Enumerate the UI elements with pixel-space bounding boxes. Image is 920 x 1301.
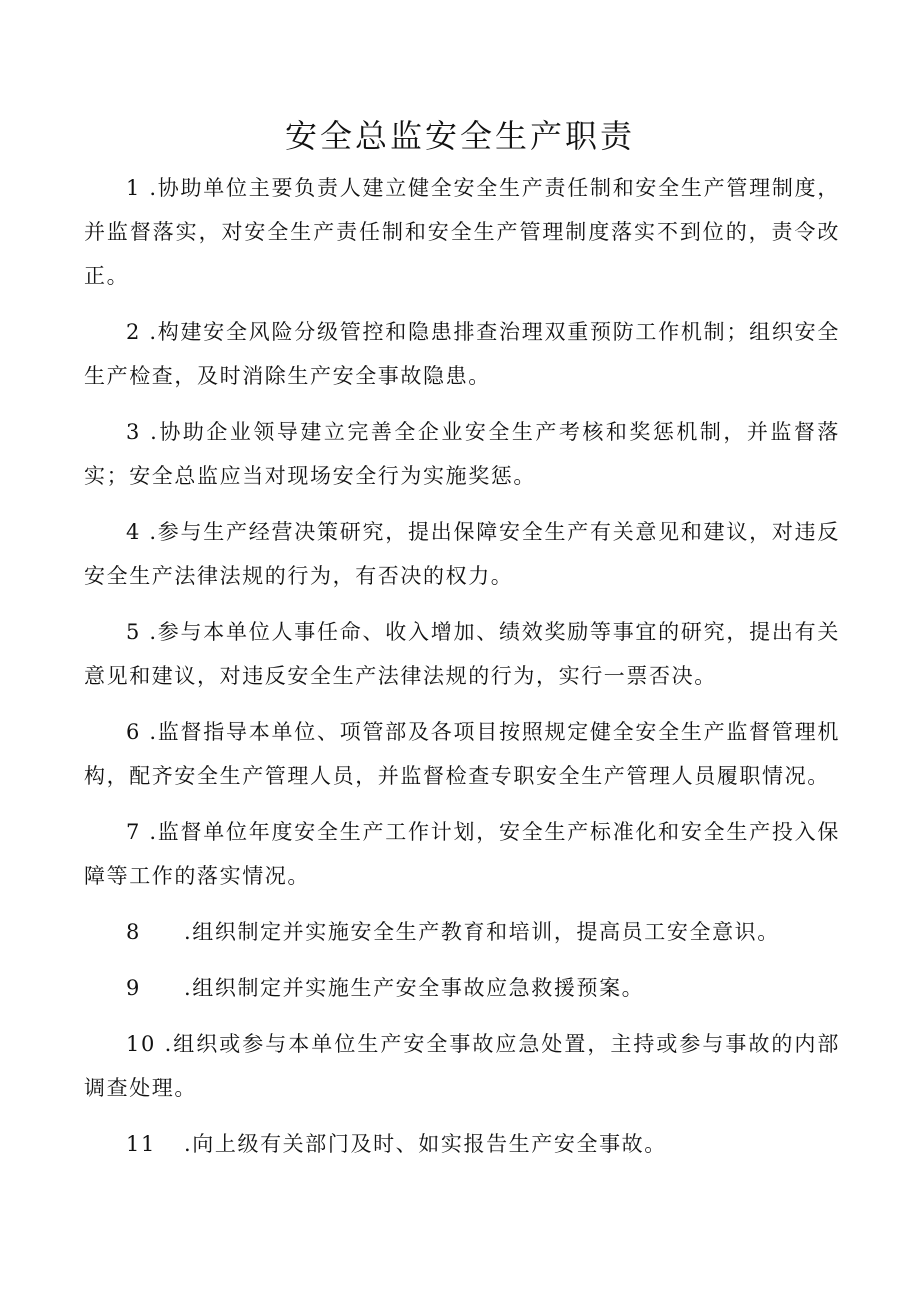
item-number: 3 bbox=[126, 420, 141, 444]
item-number: 6 bbox=[126, 720, 141, 744]
item-text: .协助企业领导建立完善全企业安全生产考核和奖惩机制，并监督落实；安全总监应当对现场安全行为实施奖惩。 bbox=[84, 420, 840, 488]
document-body bbox=[84, 166, 840, 1166]
item-text: .监督指导本单位、项管部及各项目按照规定健全安全生产监督管理机构，配齐安全生产管理人员，并监督检查专职安全生产管理人员履职情况。 bbox=[84, 720, 840, 788]
item-number: 10 bbox=[126, 1032, 156, 1056]
list-item bbox=[84, 710, 840, 798]
item-text: .参与本单位人事任命、收入增加、绩效奖励等事宜的研究，提出有关意见和建议，对违反安全生产法律法规的行为，实行一票否决。 bbox=[84, 620, 840, 688]
item-number: 4 bbox=[126, 520, 141, 544]
item-number: 1 bbox=[126, 176, 141, 200]
list-item bbox=[84, 166, 840, 298]
list-item bbox=[84, 410, 840, 498]
item-text: .监督单位年度安全生产工作计划，安全生产标准化和安全生产投入保障等工作的落实情况。 bbox=[84, 820, 840, 888]
item-number: 2 bbox=[126, 320, 141, 344]
item-number: 11 bbox=[126, 1132, 156, 1156]
list-item bbox=[84, 810, 840, 898]
list-item bbox=[84, 310, 840, 398]
list-item bbox=[84, 510, 840, 598]
list-item bbox=[84, 610, 840, 698]
list-item bbox=[84, 1122, 840, 1166]
item-number: 7 bbox=[126, 820, 141, 844]
item-number: 5 bbox=[126, 620, 141, 644]
item-number: 8 bbox=[126, 920, 141, 944]
page-title: 安全总监安全生产职责 bbox=[284, 117, 635, 155]
item-text: .协助单位主要负责人建立健全安全生产责任制和安全生产管理制度，并监督落实，对安全生产责任制和安全生产管理制度落实不到位的，责令改正。 bbox=[84, 176, 840, 288]
item-text: .构建安全风险分级管控和隐患排查治理双重预防工作机制；组织安全生产检查，及时消除生产安全事故隐患。 bbox=[84, 320, 840, 388]
item-text: .向上级有关部门及时、如实报告生产安全事故。 bbox=[184, 1132, 667, 1156]
item-text: .组织或参与本单位生产安全事故应急处置，主持或参与事故的内部调查处理。 bbox=[84, 1032, 840, 1100]
list-item bbox=[84, 1022, 840, 1110]
item-text: .参与生产经营决策研究，提出保障安全生产有关意见和建议，对违反安全生产法律法规的行为，有否决的权力。 bbox=[84, 520, 840, 588]
item-text: .组织制定并实施生产安全事故应急救援预案。 bbox=[184, 976, 645, 1000]
list-item bbox=[84, 910, 840, 954]
list-item bbox=[84, 966, 840, 1010]
item-text: .组织制定并实施安全生产教育和培训，提高员工安全意识。 bbox=[184, 920, 780, 944]
item-number: 9 bbox=[126, 976, 141, 1000]
